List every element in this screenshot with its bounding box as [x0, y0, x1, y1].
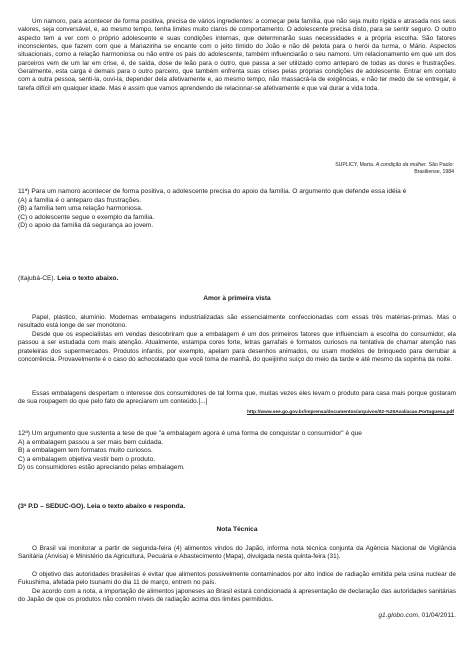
section-3-paragraph-1: O Brasil vai monitorar a partir de segunda-feira (4) alimentos vindos do Japão, informa nota técnica conjunta da Agência Nacional de Vigilância Sanitária (Anvisa) e Ministério da Agricultura, Pecuária e Abastecimento (Mapa), divulgada nesta quinta-feira (31).: [18, 545, 456, 561]
passage-1-citation: [335, 162, 454, 176]
question-11-option-d: (D) o apoio da família dá segurança ao jovem.: [18, 222, 154, 230]
section-2-paragraph-3: Essas embalagens despertam o interesse dos consumidores de tal forma que, muitas vezes eles levam o produto para casa mais porque gostaram de sua roupagem do que pelo fato de apreciarem um conteúdo.[...]: [18, 390, 456, 406]
question-12-option-c: C) a embalagem objetiva vestir bem o produto.: [18, 455, 156, 463]
section-2-paragraph-2: Desde que os especialistas em vendas descobriram que a embalagem é um dos primeiros fatores que influenciam a escolha do consumidor, ela passou a ser estudada com mais atenção. Atualmente, estampa cores forte, letras garrafais e formatos curiosos na tentativa de chamar atenção nas prateleiras dos supermercados. Produtos infantis, por exemplo, apelam para desenhos animados, ou usam modelos de brinquedo para derrubar a concorrência. Provavelmente é o caso do achocolatado que você toma de manhã, do queijinho suíço do meio da tarde e até mesmo da sopinha da noite.: [18, 331, 456, 364]
citation-line-2: Brasiliense, 1984: [414, 169, 454, 175]
passage-1-text: Um namoro, para acontecer de forma positiva, precisa de vários ingredientes: a começar pela família, que não seja muito rígida e atrasada nos seus valores, seja conversável, e, ao mesmo tempo, tenha limites muito claros de comportamento. O adolescente precisa disto, para se sentir seguro. O outro aspecto tem a ver com o próprio adolescente e suas condições internas, que determinarão suas necessidades e a própria escolha. São fatores inconscientes, que fazem com que a Mariazinha se encante com o jeito tímido do João e não dê pelota para o herói da turma, o Mário. Aspectos situacionais, como a relação harmoniosa ou não entre os pais do adolescente, também influenciarão o seu namoro. Um relacionamento em que um dos parceiros vem de um lar em crise, é, de saída, dose de leão para o outro, que passa a ser utilizado como anteparo de todas as dores e frustrações. Geralmente, esta carga é demais para o outro parceiro, que também enfrenta suas crises pelas próprias condições de adolescente. Entrar em contato com a outra pessoa, senti-la, ouvi-la, depender dela afetivamente e, ao mesmo tempo, não massacrá-la de exigências, e não ter medo de se entregar, é tarefa difícil em qualquer idade. Mas é assim que vamos aprendendo de relacionar-se afetivamente e que vai durar a vida toda.: [18, 18, 456, 92]
section-3-paragraph-3: De acordo com a nota, a importação de alimentos japoneses ao Brasil estará condicionada à apresentação de declaração das autoridades sanitárias do Japão de que os produtos não contêm níveis de radiação acima dos limites permitidos.: [18, 588, 456, 604]
question-12-option-d: D) os consumidores estão apreciando pelas embalagem.: [18, 464, 185, 472]
question-12-option-b: B) a embalagem tem formatos muito curiosos.: [18, 447, 153, 455]
section-3-paragraph-2: O objetivo das autoridades brasileiras é evitar que alimentos possivelmente contaminados por alto índice de radiação emitida pela usina nuclear de Fukushima, afetada pelo tsunami do dia 11 de março, entrem no país.: [18, 571, 456, 587]
question-11-option-a: (A) a família é o anteparo das frustrações.: [18, 196, 142, 204]
section-2-source-link[interactable]: http://www.see.go.gov.br/imprensa/documentos/arquivos/02-%20Avaliacao.Portuguesa.pdf: [247, 410, 454, 415]
section-3-title: Nota Técnica: [216, 526, 258, 533]
question-12: [18, 430, 456, 473]
question-11-option-b: (B) a família tem uma relação harmoniosa.: [18, 205, 143, 213]
section-2-header: (Itajubá-CE). Leia o texto abaixo.: [18, 275, 119, 282]
section-3-source: g1.globo.com, 01/04/2011.: [378, 612, 456, 619]
question-12-stem: 12ª) Um argumento que sustenta a tese de que "a embalagem agora é uma forma de conquistar o consumidor" é que: [18, 430, 362, 437]
question-12-option-a: A) a embalagem passou a ser mais bem cuidada.: [18, 438, 164, 446]
section-3-header: (3ª P.D – SEDUC-GO). Leia o texto abaixo e responda.: [18, 503, 186, 510]
section-2-title: Amor à primeira vista: [203, 295, 271, 302]
question-11: [18, 188, 456, 231]
question-11-stem: 11ª) Para um namoro acontecer de forma positiva, o adolescente precisa do apoio da família. O argumento que defende essa idéia é: [18, 188, 407, 195]
section-2-paragraph-1: Papel, plástico, alumínio. Modernas embalagens industrializadas são essencialmente confeccionadas com essas três matérias-primas. Mas o resultado está longe de ser monótono.: [18, 314, 456, 330]
citation-line-1: SUPLICY, Marta. A condição da mulher. São Paulo:: [335, 162, 454, 168]
question-11-option-c: (C) o adolescente segue o exemplo da família.: [18, 213, 155, 221]
